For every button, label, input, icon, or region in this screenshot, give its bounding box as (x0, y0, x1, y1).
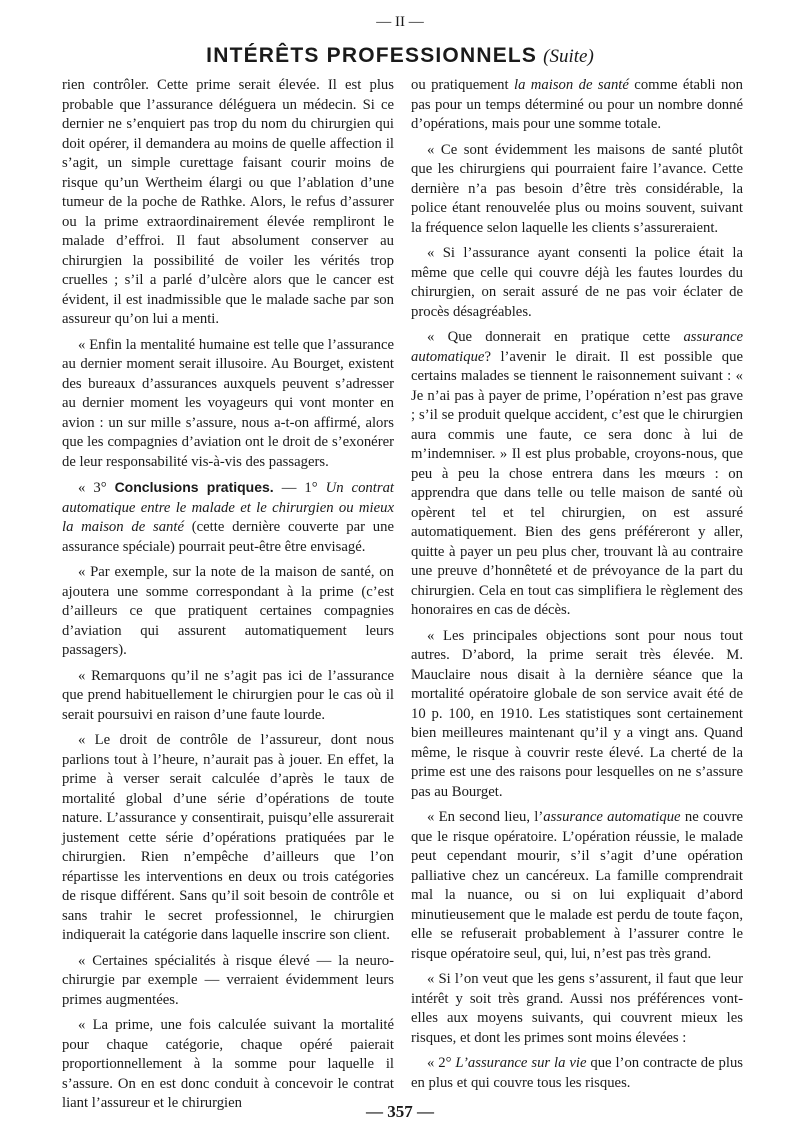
right-column (411, 76, 743, 1091)
italic-text: assurance automatique (543, 809, 681, 825)
title-main: INTÉRÊTS PROFESSIONNELS (206, 44, 538, 67)
text-run: ou pratiquement (411, 77, 514, 93)
running-title (0, 44, 800, 68)
italic-text: assurance automatique (411, 329, 743, 365)
paragraph (411, 328, 743, 621)
paragraph (411, 244, 743, 322)
text-run: (cette dernière couverte par une assurance spéciale) pourrait peut-être être envisagé. (62, 519, 394, 555)
page-roman-numeral: — II — (376, 14, 424, 30)
text-run: « Remarquons qu’il ne s’agit pas ici de l’assurance que prend habituellement le chirurgien pour le cas où il serait poursuivi en raison d’une faute lourde. (62, 667, 394, 723)
text-run: « 2° (427, 1055, 456, 1071)
text-run: « La prime, une fois calculée suivant la mortalité pour chaque catégorie, chaque opéré paierait proportionnellement à la somme pour laquelle il s’assure. On en est donc conduit à concevoir le contrat liant l’assureur et le chirurgien (62, 1017, 394, 1111)
text-run: « Enfin la mentalité humaine est telle que l’assurance au dernier moment serait illusoire. Au Bourget, existent des bureaux d’assurances auxquels peuvent s’adresser au dernier moment les voyageurs qui vont monter en avion : un sur mille s’assure, nous a-t-on affirmé, alors que les compagnies d’aviation ont le droit de s’exonérer de leur responsabilité vis-à-vis des passagers. (62, 336, 394, 470)
paragraph (411, 627, 743, 803)
text-run: « Ce sont évidemment les maisons de santé plutôt que les chirurgiens qui pourraient faire l’avance. Cette dernière n’a pas besoin d’être très considérable, la police étant renouvelée plus ou moins souvent, suivant la fréquence selon laquelle les clients s’assureraient. (411, 141, 743, 236)
paragraph (62, 336, 394, 473)
text-run: « Certaines spécialités à risque élevé — la neuro-chirurgie par exemple — verraient évidemment leurs primes augmentées. (62, 952, 394, 1008)
paragraph (411, 970, 743, 1048)
title-suite: (Suite) (543, 46, 594, 67)
text-run: « Le droit de contrôle de l’assureur, dont nous parlions tout à l’heure, n’aurait pas à jouer. En effet, la prime à verser serait calculée d’après le taux de mortalité global d’une série d’opérations de toute nature. L’assurance y consentirait, puisqu’elle assurerait justement cette série d’opérations pratiquées par le chirurgien. Rien n’empêche d’ailleurs que l’on répartisse les interventions en deux ou trois catégories de risque différent. Sans qu’il soit besoin de contrôle et sans trahir le secret professionnel, le chirurgien indiquerait la catégorie dans laquelle inscrire son client. (62, 732, 394, 943)
italic-text: L’assurance sur la vie (455, 1055, 587, 1071)
italic-text: la maison de santé (513, 77, 629, 93)
text-run: « 3° (78, 480, 115, 496)
text-run: rien contrôler. Cette prime serait élevée. Il est plus probable que l’assurance déléguera un médecin. Si ce dernier ne s’enquiert pas trop du nom du chirurgien qui doit opérer, il demandera au moins de quelle affection il s’agit, un simple curettage faisant courir moins de risque qu’un Wertheim élargi ou que l’ablation d’une tumeur de la poche de Rathke. Alors, le refus d’assurer ou la prime extraordinairement élevée rempliront le malade d’effroi. Il faut absolument conserver au chirurgien la possibilité de voiler les vérités trop cruelles ; s’il a parlé d’ulcère alors que le cancer est évident, il est inadmissible que le malade sache par son assureur qu’on lui a menti. (62, 77, 394, 327)
text-run: comme établi non pas pour un temps déterminé ou pour un nombre donné d’opérations, mais pour une somme totale. (411, 77, 743, 132)
text-run: que l’on contracte de plus en plus et qui couvre tous les risques. (411, 1055, 743, 1091)
paragraph (62, 563, 394, 661)
text-run: ? l’avenir le dirait. Il est possible que certains malades se tiennent le raisonnement suivant : « Je n’ai pas à payer de prime, l’opération n’est pas grave ; s’il se produit quelque accident, c’est que le chirurgien aura commis une faute, ce sera donc à lui de m’indemniser. » Il est plus probable, croyons-nous, que peu à peu la chose entrera dans les mœurs : on apprendra que dans telle ou telle maison de santé où opèrent tel et tel chirurgien, on est assuré automatiquement. Bien des gens préféreront y aller, quitte à payer un peu plus cher, trouvant là au contraire une preuve d’honnêteté et de prévoyance de la part du chirurgien. Cela en tout cas simplifiera le règlement des honoraires en cas de décès. (411, 348, 743, 618)
text-run: « Si l’assurance ayant consenti la police était la même que celle qui couvre déjà les fautes lourdes du chirurgien, on serait assuré de ne pas voir éclater de procès désagréables. (411, 245, 743, 320)
paragraph (62, 667, 394, 726)
text-run: « Que donnerait en pratique cette (427, 329, 684, 345)
paragraph (62, 478, 394, 557)
text-run: ne couvre que le risque opératoire. L’opération réussie, le malade peut cependant mourir, s’il s’agit d’une opération palliative chez un cancéreux. La famille comprendrait mal la nuance, ou si on lui expliquait d’abord minutieusement que le malade est perdu de toute façon, elle se refuserait probablement à l’assurer contre le risque opératoire seul, qui, lui, n’est pas très grand. (411, 809, 744, 962)
text-run: « En second lieu, l’ (427, 809, 544, 825)
paragraph (62, 731, 394, 946)
left-column (62, 76, 394, 1111)
bold-text: Conclusions pratiques. (114, 479, 274, 495)
paragraph (62, 76, 394, 330)
text-run: — 1° (273, 480, 326, 496)
text-run: « Les principales objections sont pour nous tout autres. D’abord, la prime serait très élevée. M. Mauclaire nous disait à la dernière séance que la mortalité opératoire globale de son service avait été de 10 p. 100, en 1910. Les statistiques sont certainement bien meilleures maintenant qu’il y a vingt ans. Quand même, le risque à couvrir reste élevé. La cherté de la prime est une des raisons pour lesquelles on ne s’assure pas au Bourget. (411, 627, 743, 800)
text-run: « Par exemple, sur la note de la maison de santé, on ajoutera une somme correspondant à la prime (c’est d’ailleurs ce que pratiquent certaines compagnies d’aviation qui assurent automatiquement leurs passagers). (62, 564, 394, 658)
text-run: « Si l’on veut que les gens s’assurent, il faut que leur intérêt y soit très grand. Aussi nos préférences vont-elles aux moyens suivants, qui couvrent mieux les risques, et dont les primes sont moins élevées : (411, 971, 743, 1046)
paragraph (411, 1054, 743, 1093)
page-number: — 357 — (366, 1102, 434, 1121)
paragraph (62, 952, 394, 1011)
italic-text: Un contrat automatique entre le malade et le chirurgien ou mieux la maison de santé (62, 480, 394, 535)
paragraph (411, 808, 743, 964)
paragraph (411, 141, 743, 239)
paragraph (62, 1016, 394, 1114)
paragraph (411, 76, 743, 135)
